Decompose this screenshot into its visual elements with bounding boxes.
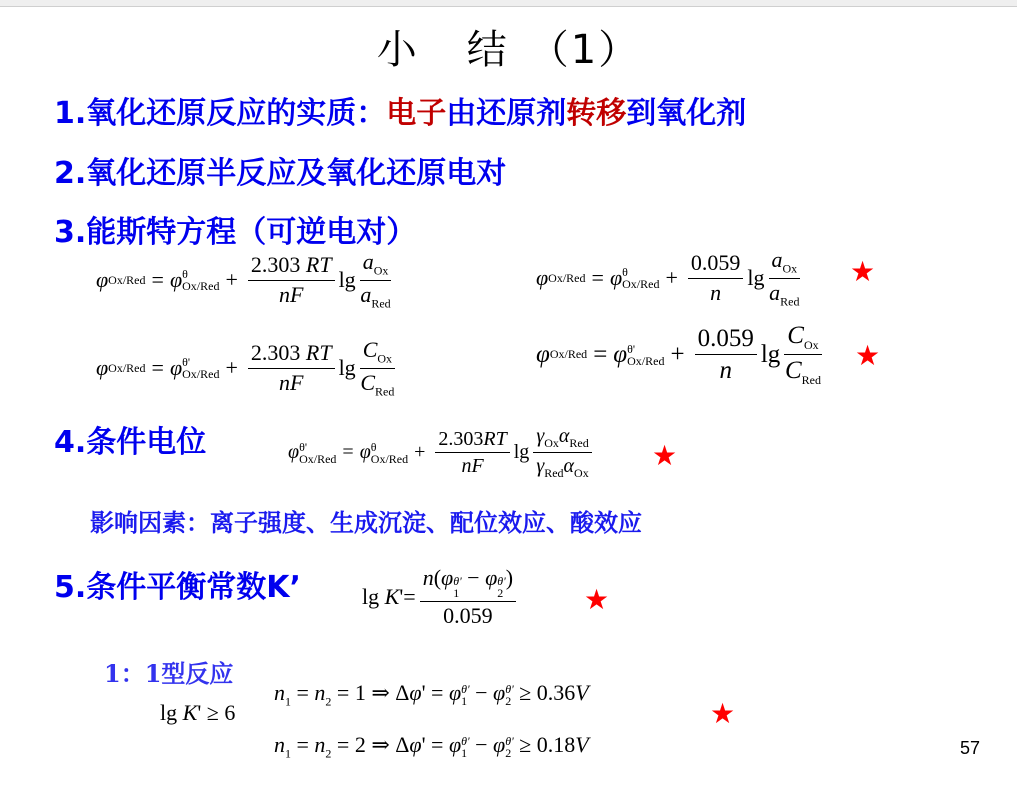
item-2-heading: 2.氧化还原半反应及氧化还原电对 (54, 156, 507, 191)
star-icon: ★ (584, 583, 610, 616)
case-n1-equals-1: $n_1 = n_2 = 1$ ⇒ Δφ' = φ θ' 1 − φ θ' 2 ≥ 0.36V (274, 680, 589, 709)
lgk-condition: lg K' ≥ 6 (160, 700, 236, 725)
star-icon: ★ (855, 339, 881, 372)
item-4-heading: 4.条件电位 (54, 425, 207, 460)
nernst-equation-activity: φ Ox/Red = φ θ Ox/Red + $\frac{2.303 RT}{nF}$ lg $\frac{a_{Ox}}{a_{Red}}$ (96, 249, 391, 310)
nernst-equation-concentration: φ Ox/Red = φ θ' Ox/Red + $\frac{2.303 RT}{nF}$ lg $\frac{C_{Ox}}{C_{Red}}$ (96, 337, 395, 398)
item-1-heading: 1.氧化还原反应的实质：电子由还原剂转移到氧化剂 (54, 96, 747, 131)
page-number: 57 (960, 738, 981, 758)
title-char-2: 结 (466, 27, 509, 73)
star-icon: ★ (710, 697, 736, 730)
influencing-factors: 影响因素：离子强度、生成沉淀、配位效应、酸效应 (90, 509, 642, 537)
top-border (0, 0, 1017, 7)
case-n1-equals-2: $n_1 = n_2 = 2$ ⇒ Δφ' = φ θ' 1 − φ θ' 2 ≥ 0.18V (274, 732, 589, 761)
k-prime-equation: lg K'= n(φ θ' 1 − φ θ' 2 ) 0.059 (362, 566, 520, 628)
title-char-1: 小 (376, 27, 419, 73)
item-3-heading: 3.能斯特方程（可逆电对） (54, 215, 417, 250)
nernst-equation-concentration-simplified: φ Ox/Red = φ θ' Ox/Red + $\frac{0.059}{n}$ lg $\frac{C_{Ox}}{C_{Red}}$ (536, 322, 821, 388)
conditional-potential-equation: φ θ' Ox/Red = φ θ Ox/Red + $\frac{2.303RT}{nF}$ lg $\frac{\gamma_{Ox}\alpha_{Red}}{\gamma_{Red}\alpha_{Ox}}$ (288, 425, 596, 480)
star-icon: ★ (652, 439, 678, 472)
item-5-heading: 5.条件平衡常数K’ (54, 570, 301, 605)
slide-title (0, 18, 1017, 75)
reaction-type-label: 1：1型反应 (104, 659, 234, 688)
title-paren: （1） (528, 27, 641, 73)
nernst-equation-activity-simplified: φ Ox/Red = φ θ Ox/Red + $\frac{0.059}{n}$ lg $\frac{a_{Ox}}{a_{Red}}$ (536, 247, 800, 308)
star-icon: ★ (850, 255, 876, 288)
